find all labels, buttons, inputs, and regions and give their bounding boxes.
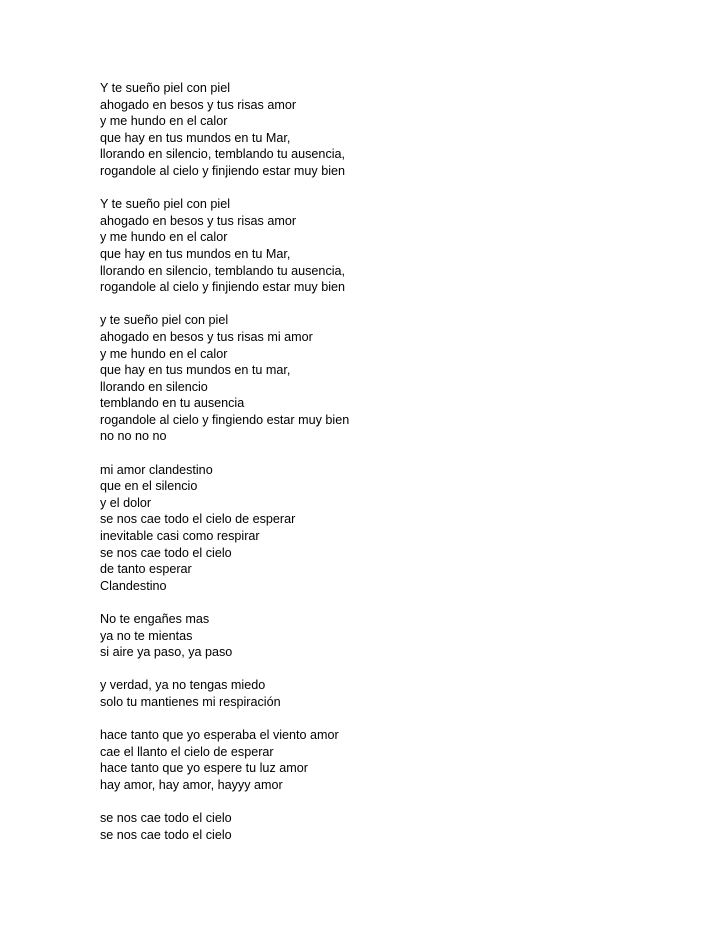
lyric-line: se nos cae todo el cielo de esperar (100, 512, 296, 527)
stanza (100, 80, 660, 180)
lyric-line: rogandole al cielo y fingiendo estar muy bien (100, 412, 350, 427)
lyric-line: temblando en tu ausencia (100, 396, 245, 411)
lyric-line: y te sueño piel con piel (100, 313, 229, 328)
stanza (100, 611, 660, 661)
lyric-line: No te engañes mas (100, 612, 210, 626)
lyric-line: se nos cae todo el cielo (100, 545, 232, 560)
lyric-line: hay amor, hay amor, hayyy amor (100, 777, 283, 792)
lyric-line: y me hundo en el calor (100, 346, 228, 361)
lyric-line: y verdad, ya no tengas miedo (100, 678, 266, 693)
lyric-line: mi amor clandestino (100, 462, 213, 477)
lyric-line: y el dolor (100, 495, 152, 510)
lyric-line: Clandestino (100, 578, 167, 593)
lyric-line: rogandole al cielo y finjiendo estar muy bien (100, 163, 346, 178)
stanza (100, 312, 660, 445)
lyric-line: cae el llanto el cielo de esperar (100, 744, 274, 759)
lyric-line: hace tanto que yo espere tu luz amor (100, 761, 308, 776)
lyric-line: se nos cae todo el cielo (100, 811, 232, 826)
lyrics-body (100, 80, 660, 843)
lyric-line: ya no te mientas (100, 628, 193, 643)
lyric-line: ahogado en besos y tus risas amor (100, 97, 297, 112)
lyric-line: que hay en tus mundos en tu Mar, (100, 130, 291, 145)
lyric-line: rogandole al cielo y finjiendo estar muy bien (100, 280, 346, 295)
lyric-line: que en el silencio (100, 479, 198, 494)
lyric-line: hace tanto que yo esperaba el viento amor (100, 728, 339, 743)
lyric-line: ahogado en besos y tus risas mi amor (100, 329, 313, 344)
lyric-line: que hay en tus mundos en tu Mar, (100, 246, 291, 261)
stanza (100, 677, 660, 710)
lyric-line: inevitable casi como respirar (100, 529, 260, 544)
lyric-line: ahogado en besos y tus risas amor (100, 213, 297, 228)
stanza (100, 727, 660, 793)
lyric-line: se nos cae todo el cielo (100, 827, 232, 842)
lyric-line: solo tu mantienes mi respiración (100, 694, 281, 709)
lyric-line: que hay en tus mundos en tu mar, (100, 363, 291, 378)
lyric-line: y me hundo en el calor (100, 114, 228, 129)
lyric-line: si aire ya paso, ya paso (100, 645, 233, 660)
stanza (100, 810, 660, 843)
lyric-line: llorando en silencio (100, 379, 208, 394)
stanza (100, 462, 660, 595)
lyric-line: llorando en silencio, temblando tu ausencia, (100, 147, 346, 162)
lyric-line: de tanto esperar (100, 562, 192, 577)
lyric-line: Y te sueño piel con piel (100, 197, 230, 212)
lyric-line: Y te sueño piel con piel (100, 81, 230, 95)
lyric-line: y me hundo en el calor (100, 230, 228, 245)
lyric-line: no no no no (100, 429, 167, 444)
lyric-line: llorando en silencio, temblando tu ausencia, (100, 263, 346, 278)
stanza (100, 196, 660, 296)
